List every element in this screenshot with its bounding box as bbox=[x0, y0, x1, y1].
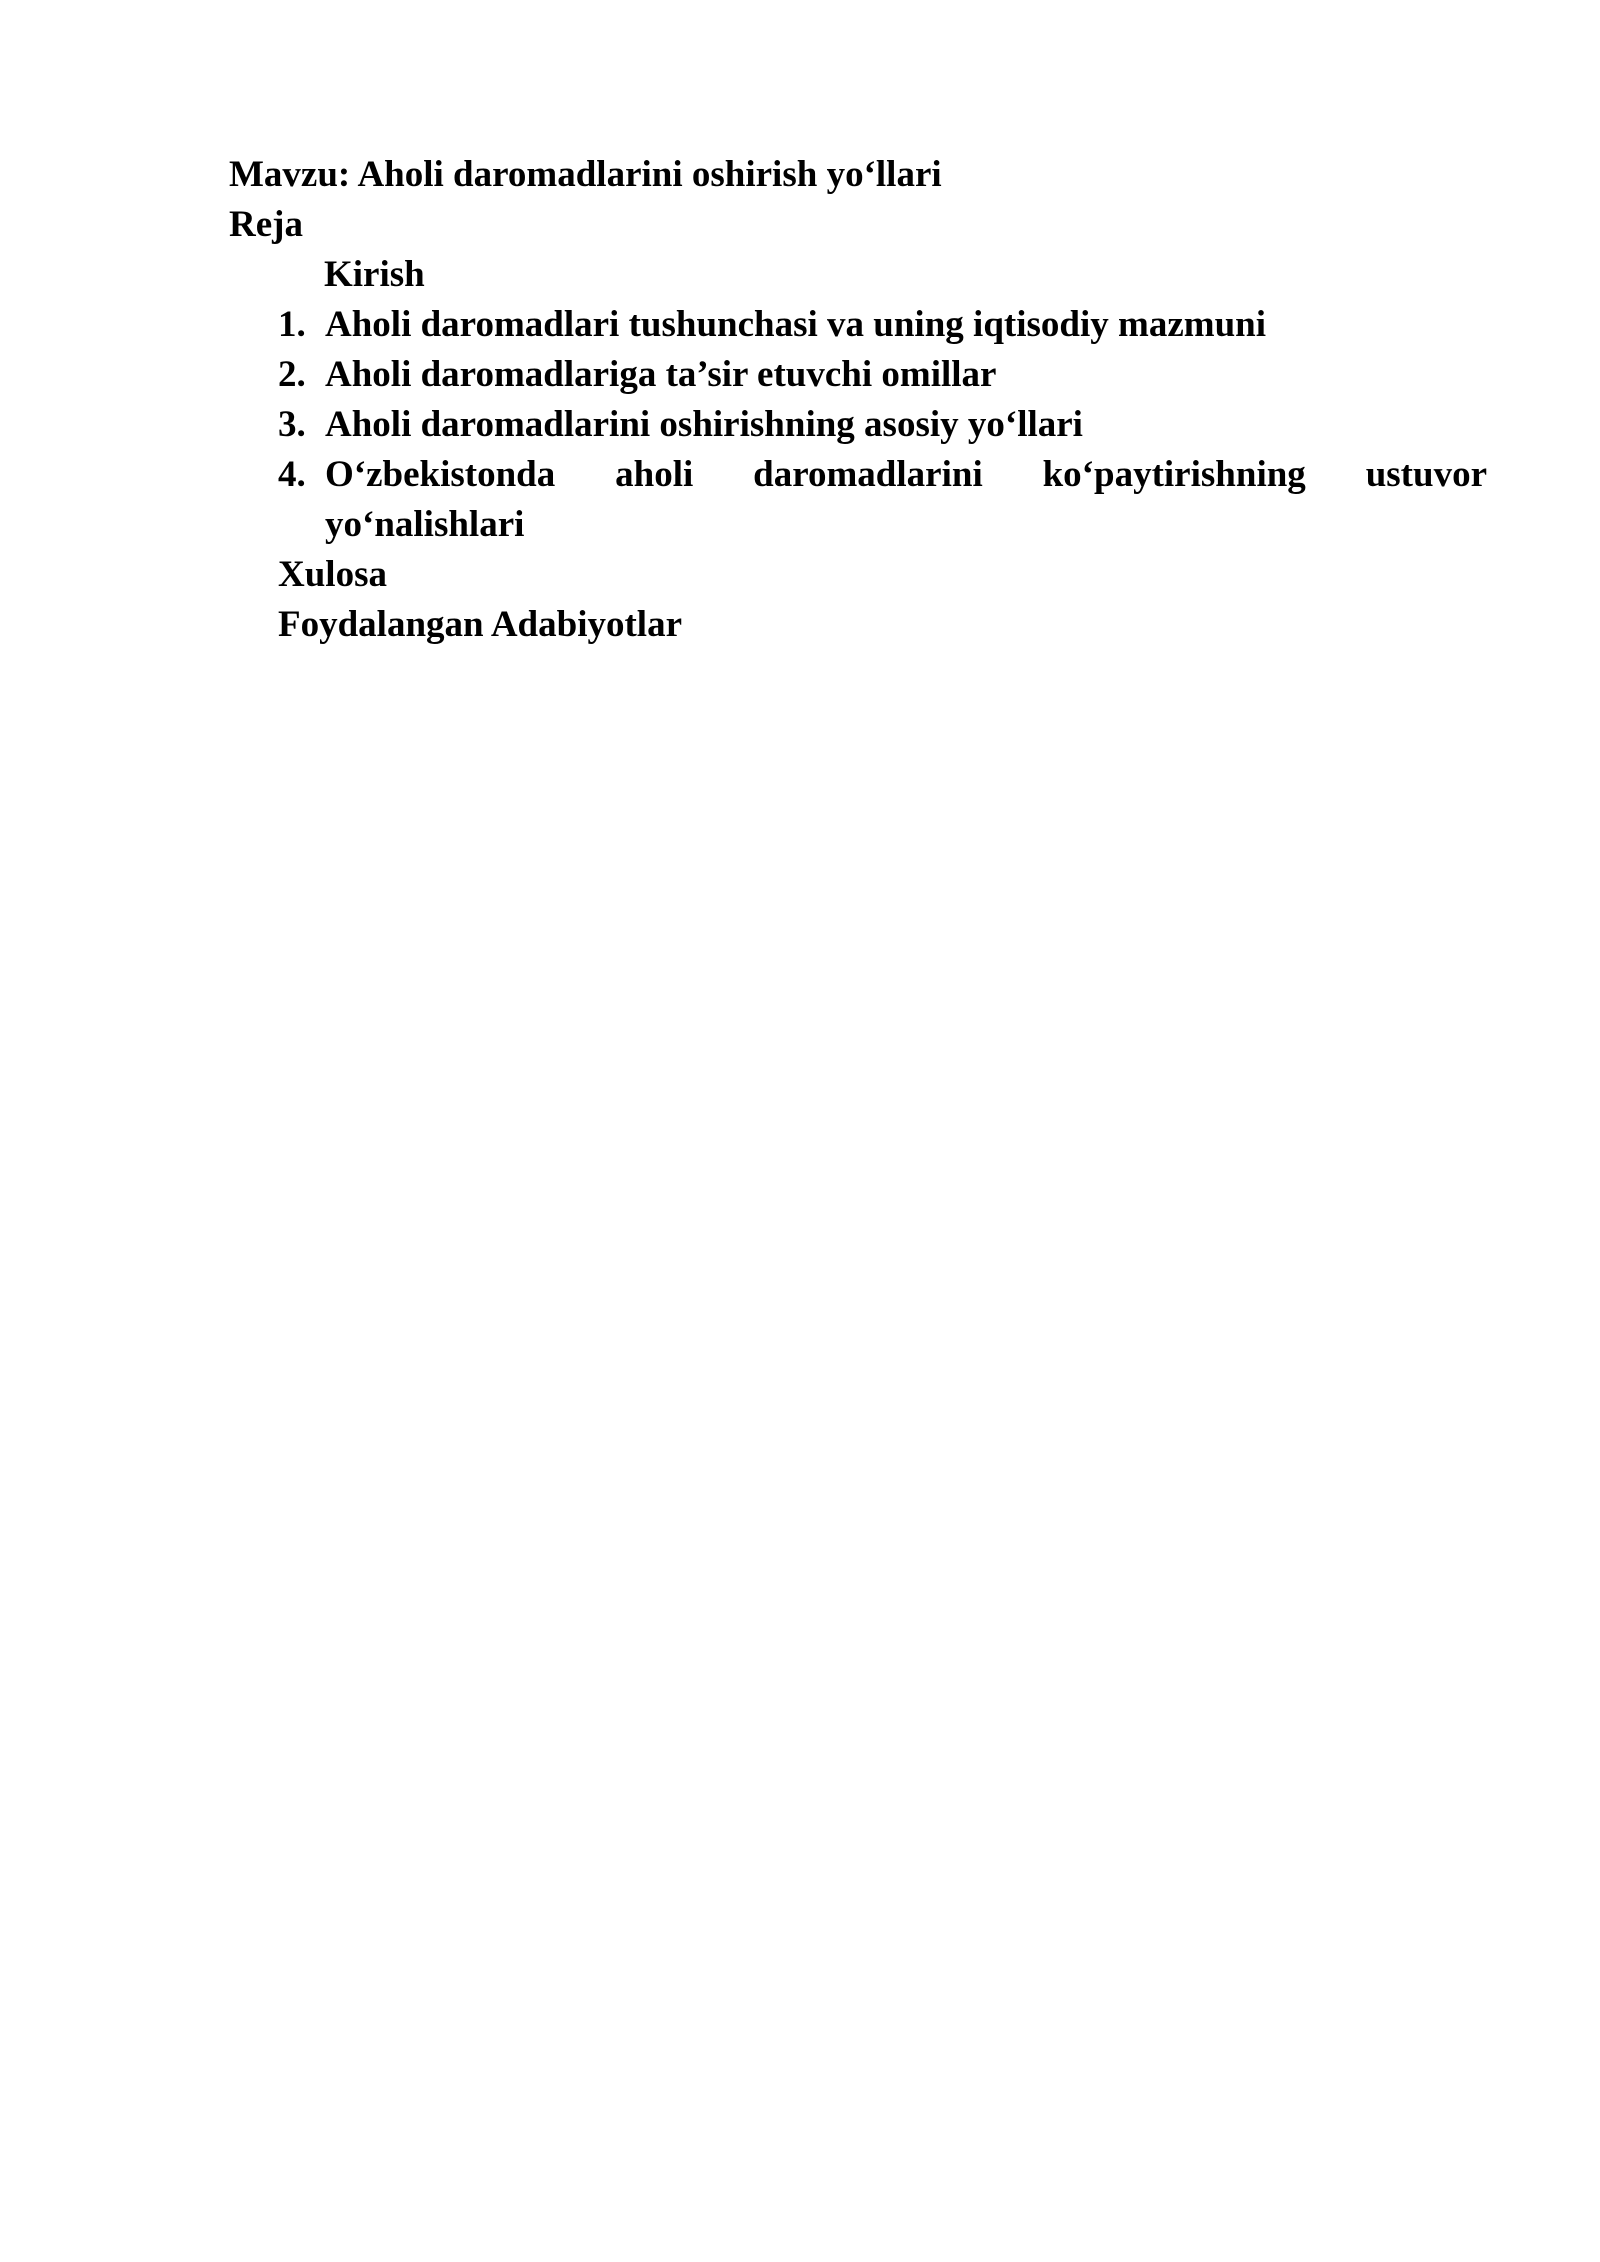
references-entry: Foydalangan Adabiyotlar bbox=[278, 604, 683, 645]
topic-title: Mavzu: Aholi daromadlarini oshirish yo‘llari bbox=[229, 154, 942, 195]
plan-item-word: ustuvor bbox=[1365, 454, 1487, 495]
conclusion-entry: Xulosa bbox=[278, 554, 387, 595]
intro-entry: Kirish bbox=[324, 254, 425, 295]
plan-item-word: daromadlarini bbox=[753, 454, 983, 495]
plan-item-justified-line bbox=[325, 450, 1487, 500]
plan-item-text: Aholi daromadlarini oshirishning asosiy yo‘llari bbox=[325, 404, 1083, 445]
plan-item-text: Aholi daromadlari tushunchasi va uning iqtisodiy mazmuni bbox=[325, 304, 1267, 345]
plan-item-word: O‘zbekistonda bbox=[325, 454, 556, 495]
plan-item-3 bbox=[229, 400, 1487, 450]
plan-item-1 bbox=[229, 300, 1487, 350]
document-body bbox=[229, 150, 1487, 650]
plan-heading: Reja bbox=[229, 204, 303, 245]
plan-item-word: ko‘paytirishning bbox=[1042, 454, 1306, 495]
plan-item-text: Aholi daromadlariga ta’sir etuvchi omillar bbox=[325, 354, 997, 395]
plan-item-continuation: yo‘nalishlari bbox=[325, 504, 525, 545]
plan-item-text bbox=[325, 450, 1487, 550]
plan-item-number: 2. bbox=[278, 354, 306, 395]
plan-item-number: 3. bbox=[278, 404, 306, 445]
plan-item-4 bbox=[229, 450, 1487, 550]
plan-item-number: 1. bbox=[278, 304, 306, 345]
plan-item-number: 4. bbox=[278, 454, 306, 495]
plan-item-word: aholi bbox=[615, 454, 694, 495]
plan-item-2 bbox=[229, 350, 1487, 400]
